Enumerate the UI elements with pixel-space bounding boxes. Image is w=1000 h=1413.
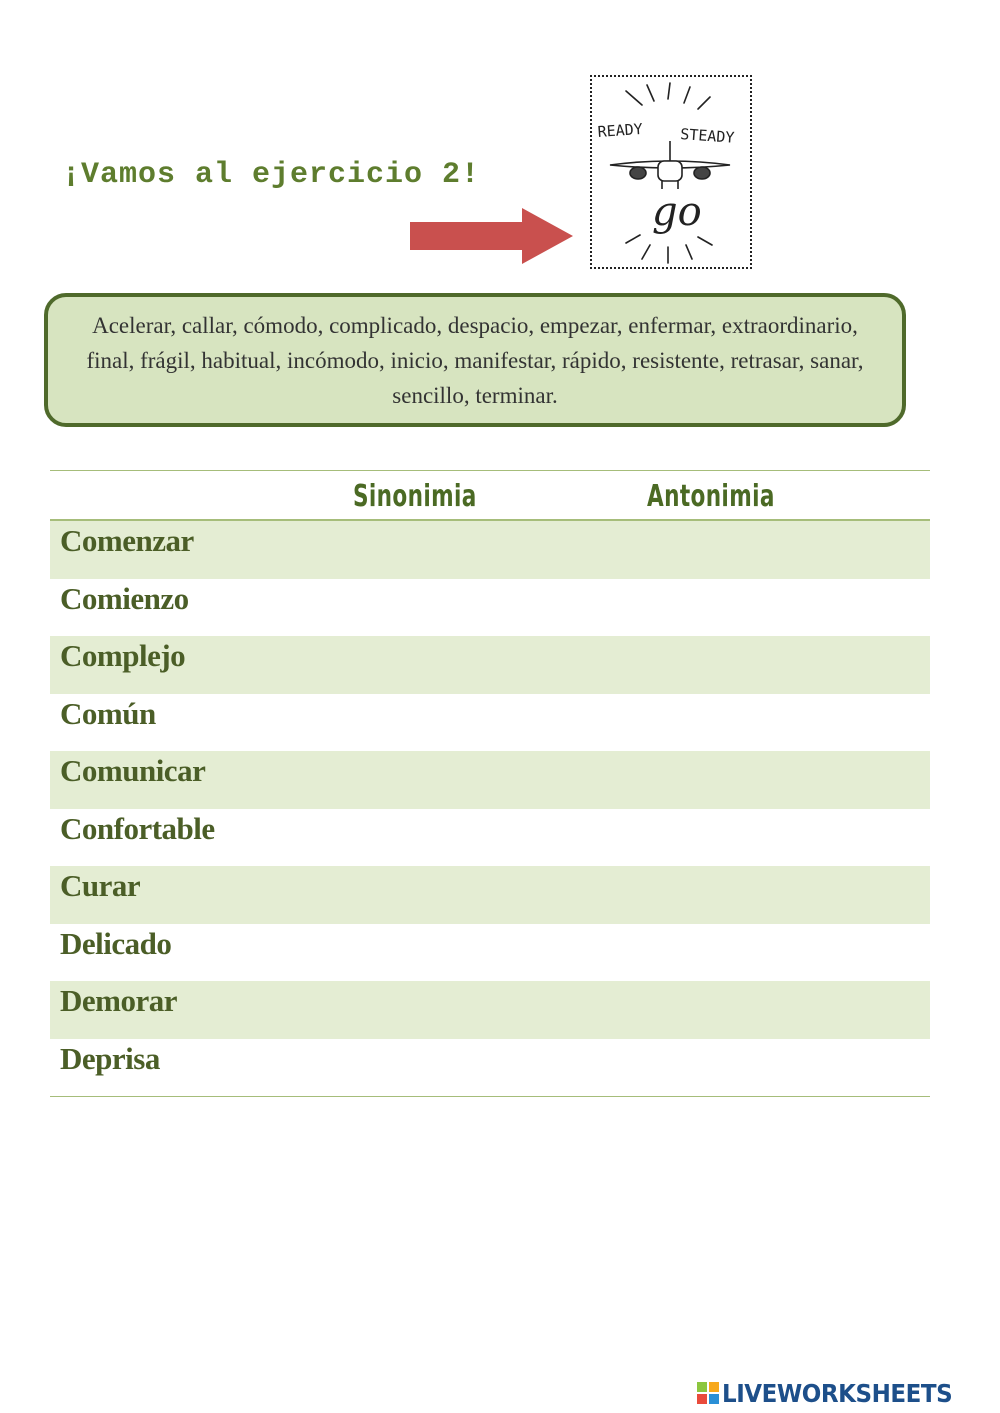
synonym-answer-cell[interactable] (300, 521, 590, 579)
row-word: Complejo (60, 638, 186, 673)
table-header (50, 471, 930, 521)
antonym-answer-cell[interactable] (600, 694, 900, 752)
antonym-answer-cell[interactable] (600, 924, 900, 982)
antonym-answer-cell[interactable] (600, 636, 900, 694)
table-row (50, 521, 930, 579)
table-row (50, 866, 930, 924)
row-word: Curar (60, 868, 141, 903)
table-row (50, 924, 930, 982)
synonym-answer-cell[interactable] (300, 751, 590, 809)
synonym-answer-cell[interactable] (300, 809, 590, 867)
liveworksheets-logo-icon (697, 1382, 719, 1404)
synonym-answer-cell[interactable] (300, 636, 590, 694)
table-row (50, 1039, 930, 1097)
word-bank-box (44, 293, 906, 427)
header-sinonimia: Sinonimia (353, 479, 477, 514)
antonym-answer-cell[interactable] (600, 981, 900, 1039)
table-row (50, 981, 930, 1039)
exercise-heading: ¡Vamos al ejercicio 2! (62, 158, 481, 192)
airplane-icon (610, 141, 730, 189)
synonym-answer-cell[interactable] (300, 981, 590, 1039)
row-word: Comunicar (60, 753, 206, 788)
table-row (50, 694, 930, 752)
ready-steady-go-image (590, 75, 752, 269)
synonym-answer-cell[interactable] (300, 694, 590, 752)
antonym-answer-cell[interactable] (600, 751, 900, 809)
row-word: Comienzo (60, 580, 189, 616)
go-text: go (652, 189, 702, 235)
synonym-answer-cell[interactable] (300, 1039, 590, 1097)
liveworksheets-brand: LIVEWORKSHEETS (722, 1378, 953, 1408)
synonym-answer-cell[interactable] (300, 924, 590, 982)
antonym-answer-cell[interactable] (600, 521, 900, 579)
row-word: Deprisa (60, 1040, 160, 1076)
header-antonimia: Antonimia (647, 479, 775, 514)
table-row (50, 751, 930, 809)
row-word: Demorar (60, 983, 177, 1018)
liveworksheets-logo (697, 1378, 972, 1408)
row-word: Confortable (60, 810, 215, 846)
synonym-answer-cell[interactable] (300, 579, 590, 637)
synonym-antonym-table (50, 470, 930, 1097)
table-row (50, 636, 930, 694)
table-row (50, 579, 930, 637)
synonym-answer-cell[interactable] (300, 866, 590, 924)
steady-text: STEADY (679, 125, 736, 147)
ready-text: READY (597, 119, 644, 141)
antonym-answer-cell[interactable] (600, 579, 900, 637)
antonym-answer-cell[interactable] (600, 1039, 900, 1097)
row-word: Delicado (60, 925, 172, 961)
table-row (50, 809, 930, 867)
row-word: Común (60, 695, 156, 731)
right-arrow-icon (410, 206, 575, 266)
word-bank-text: Acelerar, callar, cómodo, complicado, despacio, empezar, enfermar, extraordinario, final, frágil, habitual, incómodo, inicio, manifestar, rápido, resistente, retrasar, sanar, sencillo, terminar. (86, 312, 864, 408)
antonym-answer-cell[interactable] (600, 809, 900, 867)
antonym-answer-cell[interactable] (600, 866, 900, 924)
row-word: Comenzar (60, 523, 194, 558)
